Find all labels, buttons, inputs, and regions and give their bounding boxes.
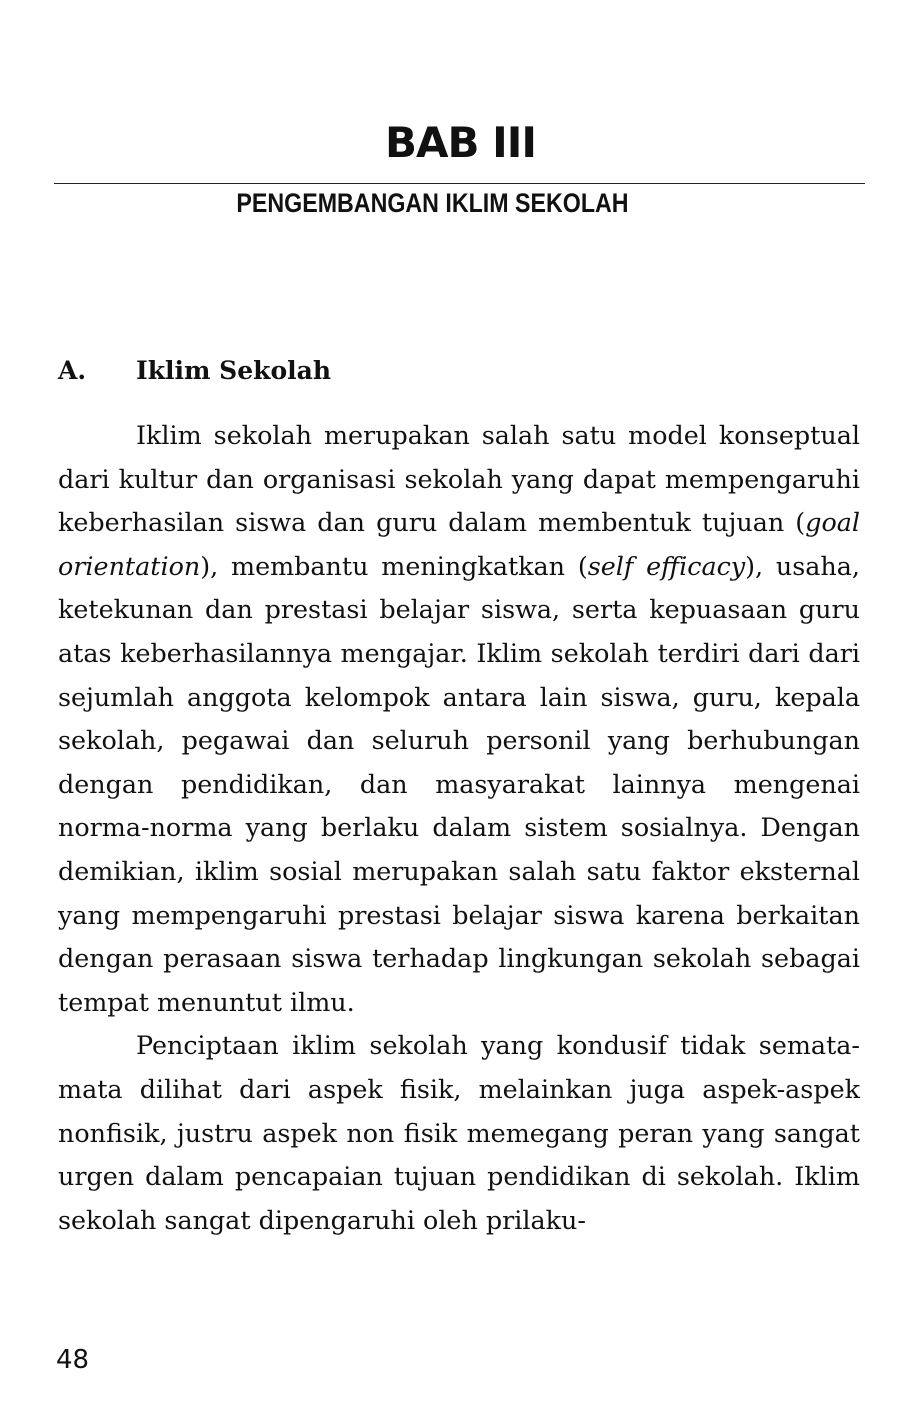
paragraph-1-part-3: ), usaha, ketekunan dan prestasi belajar siswa, serta kepuasaan guru atas keberhasilannya mengajar. Iklim sekolah terdiri dari dari sejumlah anggota kelompok antara lain siswa, guru, kepala sekolah, pegawai dan seluruh personil yang berhubungan dengan pendidikan, dan masyarakat lainnya mengenai norma-norma yang berlaku dalam sistem sosialnya. Dengan demikian, iklim sosial merupakan salah satu faktor eksternal yang mempengaruhi prestasi belajar siswa karena berkaitan dengan perasaan siswa terhadap lingkungan sekolah sebagai tempat menuntut ilmu. [58, 550, 860, 1017]
chapter-subtitle: PENGEMBANGAN IKLIM SEKOLAH [236, 188, 629, 218]
page-number: 48 [56, 1345, 90, 1375]
paragraph-2: Penciptaan iklim sekolah yang kondusif tidak semata-mata dilihat dari aspek fisik, melainkan juga aspek-aspek nonfisik, justru aspek non fisik memegang peran yang sangat urgen dalam pencapaian tujuan pendidikan di sekolah. Iklim sekolah sangat dipengaruhi oleh prilaku- [58, 1030, 860, 1235]
term-self-efficacy: self efficacy [587, 550, 746, 581]
section-title: Iklim Sekolah [136, 356, 331, 385]
term-goal-orientation: goal orientation [58, 507, 860, 581]
section-number: A. [58, 356, 87, 385]
chapter-title: BAB III [384, 118, 537, 167]
section-heading [58, 356, 331, 385]
paragraph-1-part-1: Iklim sekolah merupakan salah satu model konseptual dari kultur dan organisasi sekolah yang dapat mempengaruhi keberhasilan siswa dan guru dalam membentuk tujuan ( [58, 420, 860, 538]
paragraph-1-part-2: ), membantu meningkatkan ( [200, 550, 588, 581]
body-text [58, 414, 860, 1242]
title-divider [54, 183, 865, 184]
paragraph-1 [58, 414, 860, 1024]
